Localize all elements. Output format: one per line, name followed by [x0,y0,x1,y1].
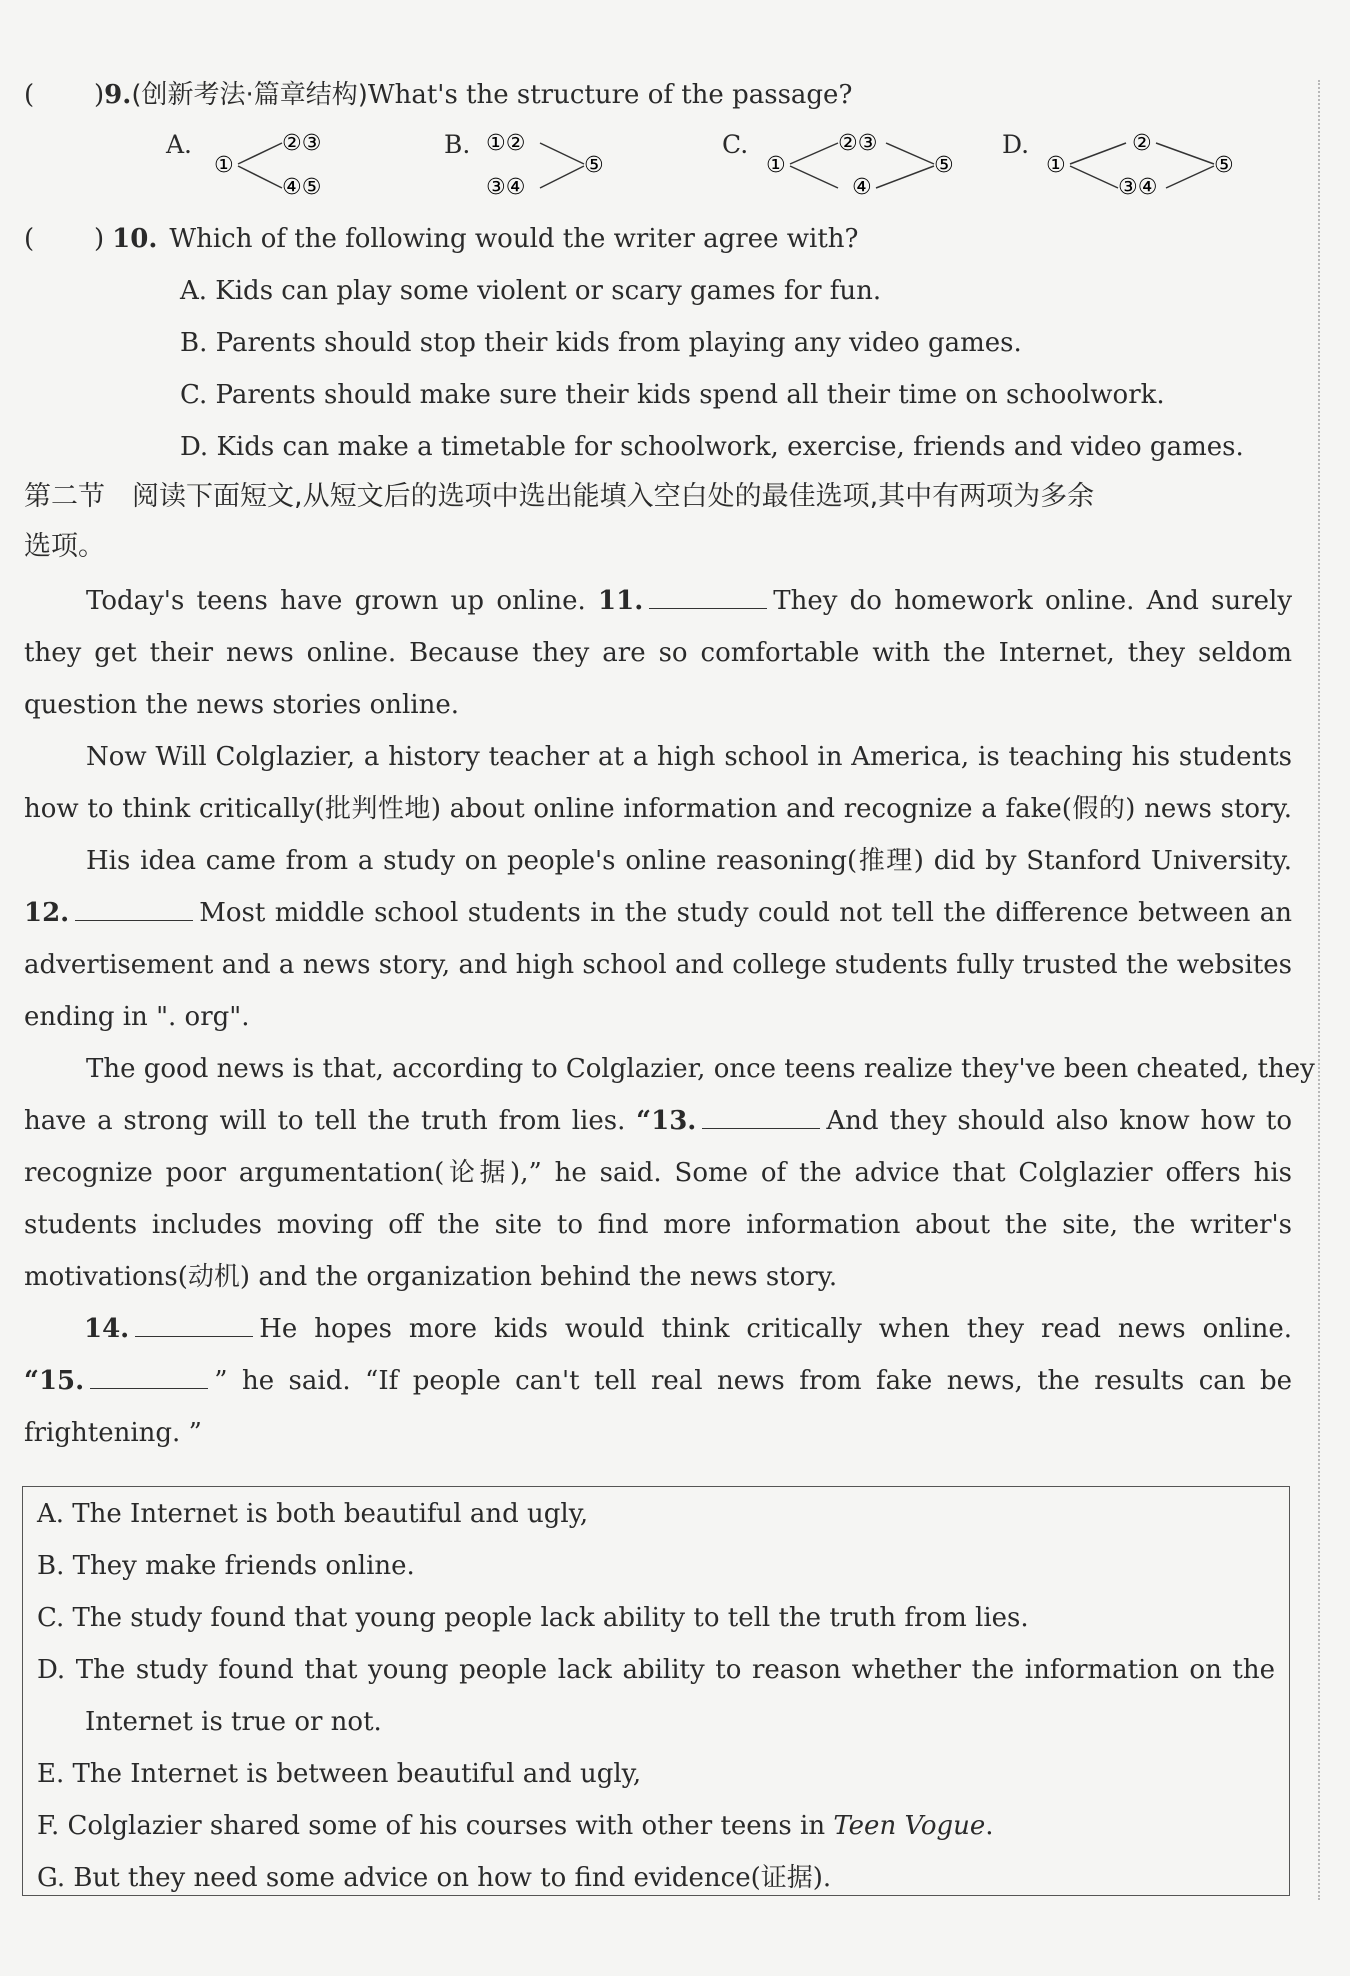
passage-p4-line5: motivations(动机) and the organization behind the news story. [24,1262,838,1292]
answer-paren-open: ( [24,224,35,254]
blank-11-number: 11. [598,586,644,616]
passage-p4-line2: have a strong will to tell the truth from lies. “13. And they should also know how to [24,1106,1292,1136]
q10-option-c: C. Parents should make sure their kids spend all their time on schoolwork. [180,380,1165,410]
q10-option-b: B. Parents should stop their kids from playing any video games. [180,328,1022,358]
diagram-node: ④ [852,175,872,200]
magazine-title: Teen Vogue [833,1811,986,1841]
passage-p1-line3: question the news stories online. [24,690,459,720]
diagram-node: ①② [486,131,526,156]
question-text: What's the structure of the passage? [367,80,853,110]
section-heading-cont: 选项。 [24,531,105,562]
option-d-label: D. [1002,130,1030,159]
question-number: 10. [112,224,158,254]
diagram-node: ⑤ [1214,153,1234,178]
blank-12[interactable] [75,898,193,921]
blank-14[interactable] [135,1314,253,1337]
diagram-node: ④⑤ [282,175,322,200]
passage-p1-line2: they get their news online. Because they are so comfortable with the Internet, they seldom [24,638,1292,668]
diagram-node: ① [214,153,234,178]
choice-a: A. The Internet is both beautiful and ugly, [37,1499,589,1529]
option-d-diagram [1044,128,1244,202]
passage-p3-line3: advertisement and a news story, and high school and college students fully trusted the websites [24,950,1292,980]
choice-g: G. But they need some advice on how to find evidence(证据). [37,1863,832,1893]
passage-p2-line1: Now Will Colglazier, a history teacher at a high school in America, is teaching his students [86,742,1292,772]
choice-d-cont: Internet is true or not. [85,1707,382,1737]
q10-option-d: D. Kids can make a timetable for schoolwork, exercise, friends and video games. [180,432,1244,462]
passage-p4-line4: students includes moving off the site to find more information about the site, the writer's [24,1210,1292,1240]
diagram-node: ② [1132,131,1152,156]
question-tag: (创新考法·篇章结构) [131,80,368,110]
option-c-label: C. [722,130,749,159]
diagram-node: ⑤ [934,153,954,178]
choice-e: E. The Internet is between beautiful and ugly, [37,1759,642,1789]
option-b-diagram [484,128,624,202]
option-a-label: A. [166,130,193,159]
passage-p4-line1: The good news is that, according to Colglazier, once teens realize they've been cheated, they [86,1054,1315,1084]
blank-13[interactable] [702,1106,820,1129]
passage-p5-line2: “15. ” he said. “If people can't tell real news from fake news, the results can be [24,1366,1292,1396]
passage-p2-line2: how to think critically(批判性地) about online information and recognize a fake(假的) news story. [24,794,1292,824]
passage-p3-line1: His idea came from a study on people's online reasoning(推理) did by Stanford University. [86,846,1292,876]
diagram-node: ②③ [282,131,322,156]
diagram-node: ③④ [486,175,526,200]
answer-paren-open: ( [24,80,35,110]
passage-p4-line3: recognize poor argumentation(论据),” he said. Some of the advice that Colglazier offers his [24,1158,1292,1188]
diagram-node: ⑤ [584,153,604,178]
choice-b: B. They make friends online. [37,1551,415,1581]
passage-p3-line2: 12. Most middle school students in the study could not tell the difference between an [24,898,1292,928]
diagram-node: ① [1046,153,1066,178]
blank-11[interactable] [649,586,767,609]
question-10 [24,222,1292,256]
passage-p5-line1: 14. He hopes more kids would think critically when they read news online. [84,1314,1292,1344]
choice-f: F. Colglazier shared some of his courses with other teens in Teen Vogue. [37,1811,994,1841]
answer-paren-close: ) [94,80,105,110]
option-b-label: B. [444,130,471,159]
blank-12-number: 12. [24,898,70,928]
question-9 [24,78,1292,112]
q10-option-a: A. Kids can play some violent or scary games for fun. [180,276,882,306]
blank-15-number: “15. [24,1366,85,1396]
question-number: 9. [104,80,132,110]
choice-c: C. The study found that young people lack ability to tell the truth from lies. [37,1603,1029,1633]
blank-13-number: “13. [636,1106,697,1136]
blank-14-number: 14. [84,1314,130,1344]
option-a-diagram [210,128,350,202]
answer-paren-close: ) [94,224,105,254]
diagram-node: ③④ [1118,175,1158,200]
question-text: Which of the following would the writer agree with? [169,224,859,254]
diagram-node: ②③ [838,131,878,156]
passage-p3-line4: ending in ". org". [24,1002,250,1032]
passage-p1-line1: Today's teens have grown up online. 11. They do homework online. And surely [86,586,1293,616]
margin-dotted-line [1318,80,1320,1900]
passage-p5-line3: frightening. ” [24,1418,202,1448]
options-box [22,1486,1290,1896]
choice-d: D. The study found that young people lack ability to reason whether the information on the [37,1655,1275,1685]
blank-15[interactable] [90,1366,208,1389]
diagram-node: ① [766,153,786,178]
section-heading: 第二节 阅读下面短文,从短文后的选项中选出能填入空白处的最佳选项,其中有两项为多余 [24,481,1095,512]
option-c-diagram [764,128,964,202]
